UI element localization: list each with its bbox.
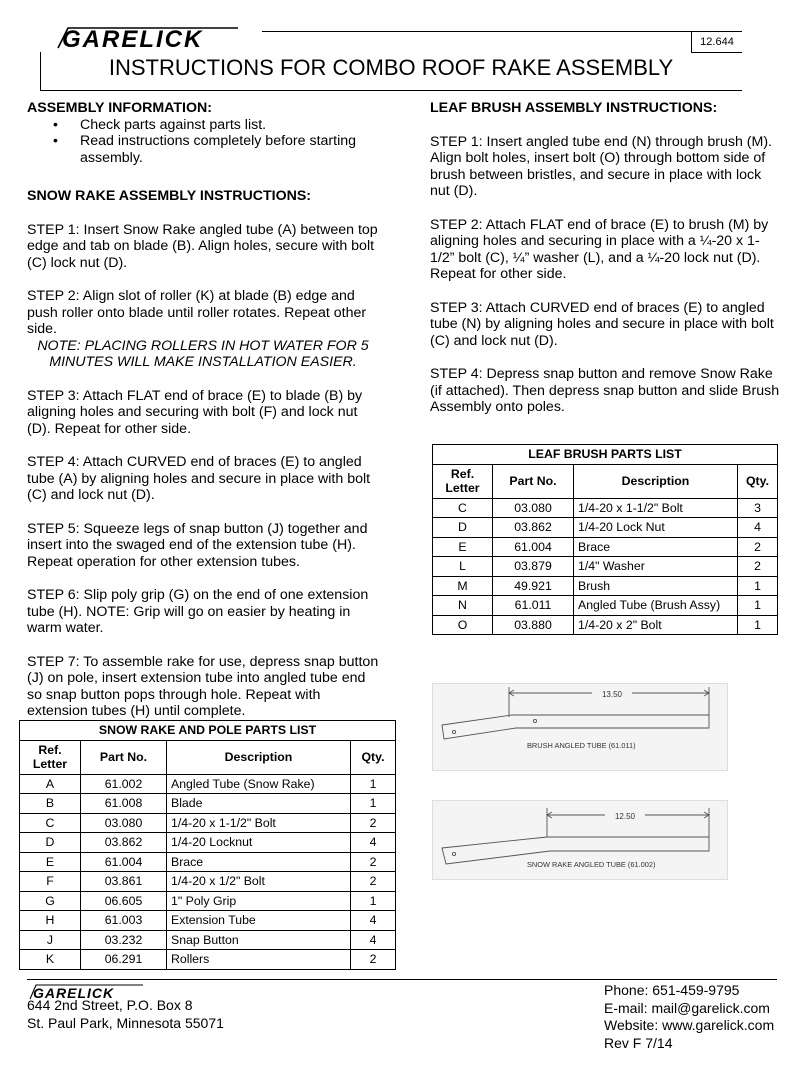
table-cell: 06.605 [81, 891, 167, 911]
brush-dimension: 13.50 [601, 690, 623, 699]
table-row [20, 774, 396, 794]
table-cell: 1 [351, 891, 396, 911]
table-cell: E [20, 852, 81, 872]
snow-drawing-label: SNOW RAKE ANGLED TUBE (61.002) [527, 860, 656, 869]
table-cell: 2 [351, 852, 396, 872]
logo-text: GARELICK [62, 26, 204, 52]
table-cell: H [20, 911, 81, 931]
column-header: Description [167, 740, 351, 774]
snow-step-1: STEP 1: Insert Snow Rake angled tube (A) between top edge and tab on blade (B). Align holes, secure with bolt (C) lock nut (D). [27, 221, 378, 271]
footer-rule [27, 979, 777, 980]
table-cell: 1/4-20 Locknut [167, 833, 351, 853]
table-cell: D [20, 833, 81, 853]
table-cell: E [433, 537, 493, 557]
table-cell: Brace [574, 537, 738, 557]
table-cell: Angled Tube (Brush Assy) [574, 596, 738, 616]
table-cell: K [20, 950, 81, 970]
roller-note: NOTE: PLACING ROLLERS IN HOT WATER FOR 5 MINUTES WILL MAKE INSTALLATION EASIER. [37, 337, 369, 370]
column-header: Part No. [81, 740, 167, 774]
table-cell: D [433, 518, 493, 538]
table-cell: 1" Poly Grip [167, 891, 351, 911]
table-row [433, 576, 778, 596]
table-cell: C [433, 498, 493, 518]
column-header: Ref. Letter [20, 740, 81, 774]
table-cell: 1 [738, 576, 778, 596]
table-cell: Angled Tube (Snow Rake) [167, 774, 351, 794]
footer-contact [604, 982, 774, 1052]
column-header: Qty. [738, 464, 778, 498]
footer-address [27, 997, 224, 1032]
snow-angled-tube-drawing [432, 800, 728, 880]
table-cell: 1/4-20 x 2" Bolt [574, 615, 738, 635]
leaf-step-2: STEP 2: Attach FLAT end of brace (E) to brush (M) by aligning holes and securing in place with a ¼-20 x 1-1/2” bolt (C), ¼” washer (L), and a ¼-20 lock nut (D). Repeat for other side. [430, 216, 769, 282]
footer-logo-text: GARELICK [33, 985, 115, 1000]
table-cell: 2 [351, 872, 396, 892]
table-cell: 3 [738, 498, 778, 518]
table-row [433, 615, 778, 635]
table-cell: 4 [351, 833, 396, 853]
brush-angled-tube-drawing [432, 683, 728, 771]
table-cell: M [433, 576, 493, 596]
table-cell: Brush [574, 576, 738, 596]
table-cell: 1 [738, 615, 778, 635]
snow-step-7: STEP 7: To assemble rake for use, depress snap button (J) on pole, insert extension tube into angled tube end so snap button pops through hole. Repeat with extension tubes (H) until complete. [27, 653, 379, 719]
leaf-step-4: STEP 4: Depress snap button and remove Snow Rake (if attached). Then depress snap button and slide Brush Assembly onto poles. [430, 366, 780, 415]
table-row [20, 872, 396, 892]
snow-step-5: STEP 5: Squeeze legs of snap button (J) together and insert into the swaged end of the extension tube (H). Repeat operation for other extension tubes. [27, 520, 368, 570]
column-header: Ref. Letter [433, 464, 493, 498]
column-header: Description [574, 464, 738, 498]
table-cell: 61.008 [81, 794, 167, 814]
table-cell: 1/4-20 Lock Nut [574, 518, 738, 538]
table-cell: 4 [738, 518, 778, 538]
brush-drawing-label: BRUSH ANGLED TUBE (61.011) [527, 741, 636, 750]
table-cell: A [20, 774, 81, 794]
table-caption: SNOW RAKE AND POLE PARTS LIST [20, 721, 396, 741]
table-row [20, 794, 396, 814]
table-cell: 06.291 [81, 950, 167, 970]
website-link[interactable]: Website: www.garelick.com [604, 1017, 775, 1033]
table-cell: 1 [351, 794, 396, 814]
assembly-bullets [27, 117, 379, 167]
table-cell: 61.011 [493, 596, 574, 616]
table-cell: 1 [738, 596, 778, 616]
table-row [20, 950, 396, 970]
address-line-2: St. Paul Park, Minnesota 55071 [27, 1014, 224, 1031]
table-cell: 4 [351, 911, 396, 931]
table-row [433, 537, 778, 557]
leaf-step-1: STEP 1: Insert angled tube end (N) through brush (M). Align bolt holes, insert bolt (O) through bottom side of brush between bristles, and secure in place with lock nut (D). [430, 133, 772, 199]
table-cell: Extension Tube [167, 911, 351, 931]
table-cell: 1/4-20 x 1-1/2" Bolt [167, 813, 351, 833]
table-cell: 03.880 [493, 615, 574, 635]
table-cell: B [20, 794, 81, 814]
garelick-logo [52, 22, 242, 52]
snow-step-6: STEP 6: Slip poly grip (G) on the end of one extension tube (H). NOTE: Grip will go on easier by heating in warm water. [27, 587, 369, 636]
table-cell: 4 [351, 930, 396, 950]
table-cell: 03.862 [81, 833, 167, 853]
table-row [20, 911, 396, 931]
table-caption: LEAF BRUSH PARTS LIST [433, 445, 778, 465]
table-cell: 03.861 [81, 872, 167, 892]
column-header: Qty. [351, 740, 396, 774]
table-row [433, 557, 778, 577]
table-cell: N [433, 596, 493, 616]
snow-step-4: STEP 4: Attach CURVED end of braces (E) to angled tube (A) by aligning holes and secure in place with bolt (C) and lock nut (D). [27, 454, 371, 503]
assembly-heading: ASSEMBLY INFORMATION: [27, 100, 212, 116]
table-row [20, 852, 396, 872]
table-cell: L [433, 557, 493, 577]
left-column [27, 100, 379, 720]
table-cell: 03.879 [493, 557, 574, 577]
table-cell: G [20, 891, 81, 911]
table-cell: 2 [351, 813, 396, 833]
bullet-item: • Check parts against parts list. [80, 117, 379, 134]
table-cell: Rollers [167, 950, 351, 970]
table-cell: 2 [738, 537, 778, 557]
document-number: 12.644 [691, 31, 742, 53]
table-cell: 61.002 [81, 774, 167, 794]
table-cell: 1 [351, 774, 396, 794]
revision: Rev F 7/14 [604, 1034, 673, 1051]
email-link[interactable]: E-mail: mail@garelick.com [604, 999, 770, 1016]
page-title: INSTRUCTIONS FOR COMBO ROOF RAKE ASSEMBLY [108, 55, 674, 80]
table-cell: 03.862 [493, 518, 574, 538]
leaf-step-3: STEP 3: Attach CURVED end of braces (E) to angled tube (N) by aligning holes and secure in place with bolt (C) and lock nut (D). [430, 299, 774, 349]
column-header: Part No. [493, 464, 574, 498]
table-cell: 03.080 [81, 813, 167, 833]
table-cell: C [20, 813, 81, 833]
snow-parts-table [19, 720, 396, 970]
snow-step-2: STEP 2: Align slot of roller (K) at blade (B) edge and push roller onto blade until roller rotates. Repeat other side. [27, 288, 367, 337]
leaf-heading: LEAF BRUSH ASSEMBLY INSTRUCTIONS: [430, 100, 718, 116]
address-line-1: 644 2nd Street, P.O. Box 8 [27, 997, 193, 1013]
table-cell: 1/4-20 x 1-1/2" Bolt [574, 498, 738, 518]
table-cell: 49.921 [493, 576, 574, 596]
table-cell: O [433, 615, 493, 635]
right-column [430, 100, 780, 416]
table-cell: Brace [167, 852, 351, 872]
header-rule-bottom [40, 90, 742, 91]
table-cell: 61.003 [81, 911, 167, 931]
table-cell: 03.080 [493, 498, 574, 518]
table-row [433, 596, 778, 616]
table-cell: Snap Button [167, 930, 351, 950]
leaf-parts-table [432, 444, 778, 635]
table-row [20, 813, 396, 833]
table-row [20, 930, 396, 950]
snow-step-3: STEP 3: Attach FLAT end of brace (E) to blade (B) by aligning holes and securing with bolt (F) and lock nut (D). Repeat for other side. [27, 387, 363, 437]
snow-heading: SNOW RAKE ASSEMBLY INSTRUCTIONS: [27, 188, 312, 204]
table-cell: 2 [351, 950, 396, 970]
table-cell: 03.232 [81, 930, 167, 950]
phone: Phone: 651-459-9795 [604, 982, 740, 998]
snow-dimension: 12.50 [614, 812, 636, 821]
table-cell: F [20, 872, 81, 892]
table-row [20, 833, 396, 853]
table-cell: 61.004 [493, 537, 574, 557]
table-cell: J [20, 930, 81, 950]
bullet-item: • Read instructions completely before starting assembly. [80, 133, 379, 166]
header-rule [262, 31, 742, 32]
table-cell: 61.004 [81, 852, 167, 872]
table-row [433, 518, 778, 538]
table-row [20, 891, 396, 911]
table-cell: 1/4-20 x 1/2" Bolt [167, 872, 351, 892]
table-cell: 1/4" Washer [574, 557, 738, 577]
table-row [433, 498, 778, 518]
table-cell: Blade [167, 794, 351, 814]
table-cell: 2 [738, 557, 778, 577]
